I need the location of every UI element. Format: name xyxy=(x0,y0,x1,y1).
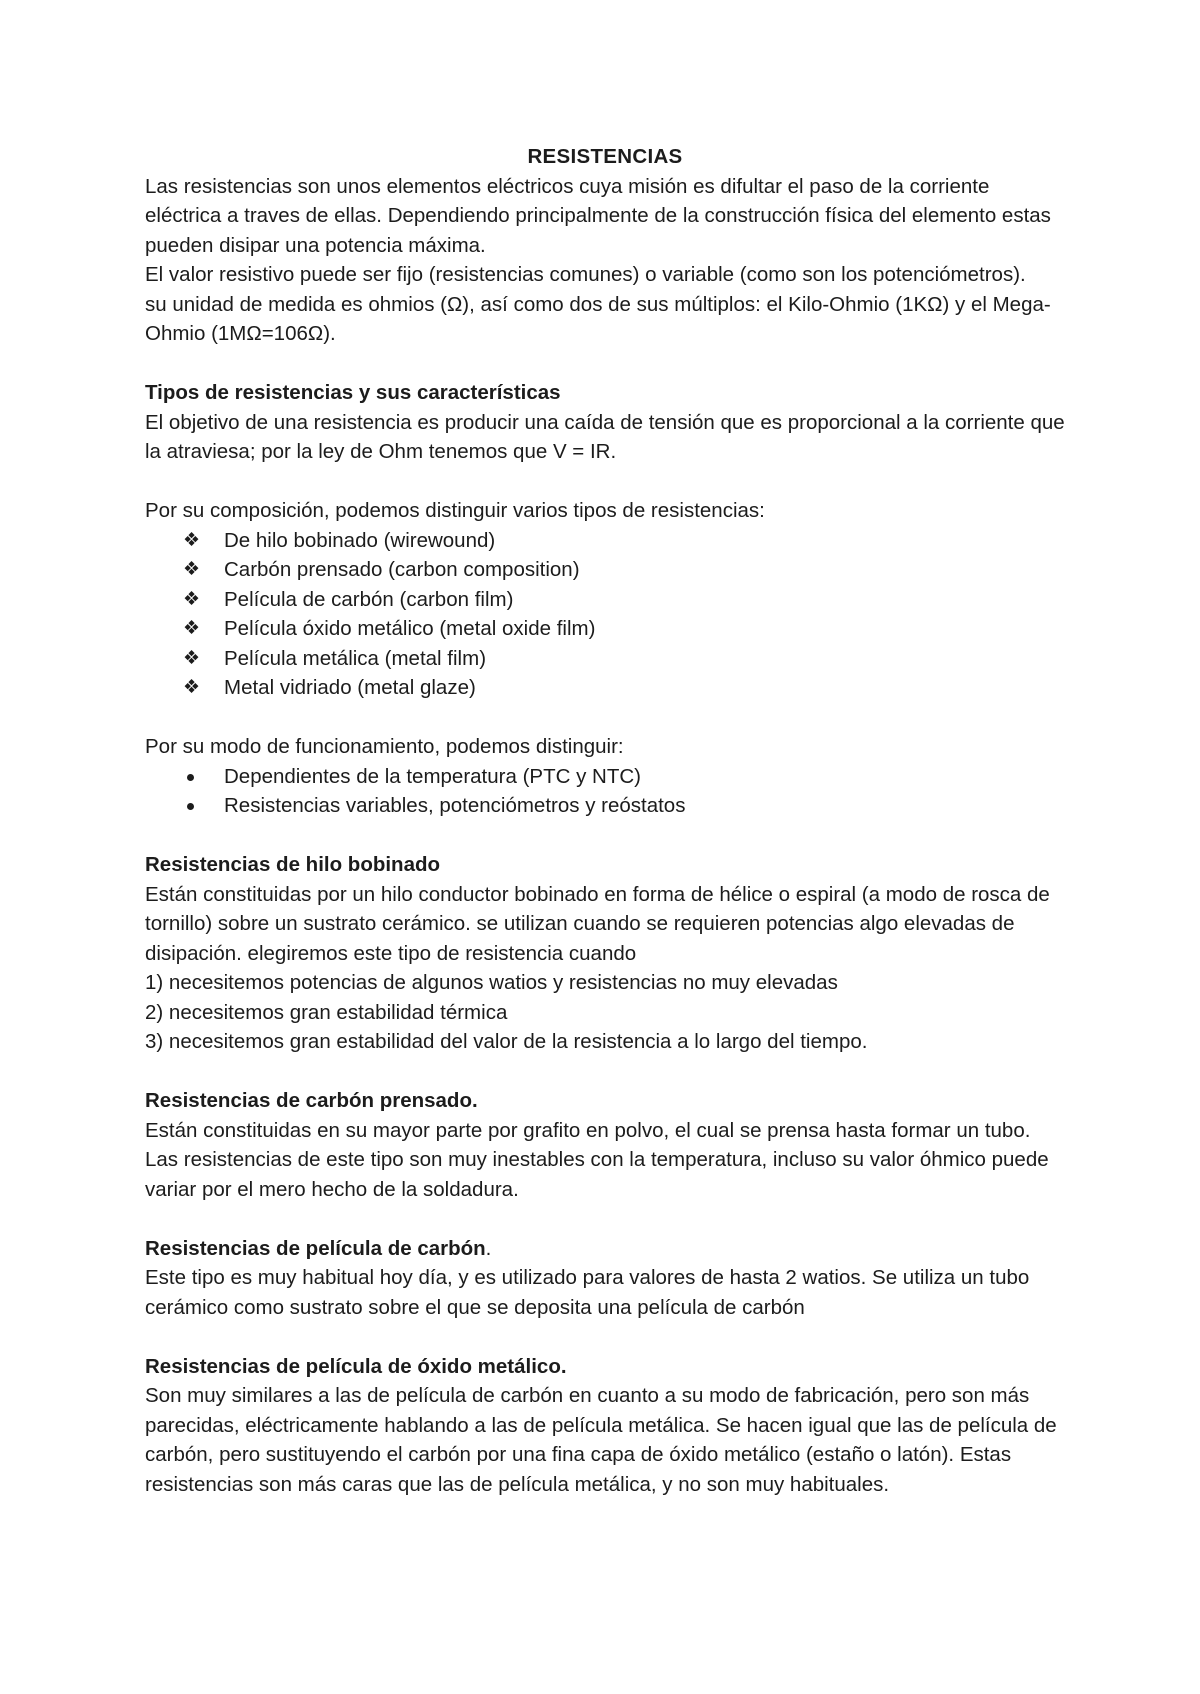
diamond-bullet-icon: ❖ xyxy=(183,618,201,639)
intro-paragraph-1: Las resistencias son unos elementos eléctricos cuya misión es difultar el paso de la corriente eléctrica a traves de ellas. Dependiendo principalmente de la construcción física del elemento estas pueden disipar una potencia máxima. xyxy=(145,174,1051,257)
list-item: ❖ Película de carbón (carbon film) xyxy=(145,585,1065,615)
list-item: ❖ Metal vidriado (metal glaze) xyxy=(145,673,1065,703)
section-heading-tipos: Tipos de resistencias y sus características xyxy=(145,381,561,404)
oxido-metalico-paragraph: Son muy similares a las de película de carbón en cuanto a su modo de fabricación, pero son más parecidas, eléctricamente hablando a las de película metálica. Se hacen igual que las de película de carbón, pero sustituyendo el carbón por una fina capa de óxido metálico (estaño o latón). Estas resistencias son más caras que las de película metálica, y no son muy habituales. xyxy=(145,1384,1057,1496)
modo-intro: Por su modo de funcionamiento, podemos distinguir: xyxy=(145,735,624,758)
composicion-list xyxy=(145,526,1065,703)
spacer xyxy=(145,467,1065,497)
list-item: ❖ Película óxido metálico (metal oxide film) xyxy=(145,614,1065,644)
composicion-intro: Por su composición, podemos distinguir varios tipos de resistencias: xyxy=(145,499,765,522)
section-heading-carbon-prensado: Resistencias de carbón prensado. xyxy=(145,1089,478,1112)
page-title: RESISTENCIAS xyxy=(527,145,683,168)
modo-list xyxy=(145,762,1065,821)
spacer xyxy=(145,349,1065,379)
spacer xyxy=(145,821,1065,851)
diamond-bullet-icon: ❖ xyxy=(183,647,201,669)
list-item: ❖ Carbón prensado (carbon composition) xyxy=(145,555,1065,585)
carbon-prensado-paragraph: Están constituidas en su mayor parte por grafito en polvo, el cual se prensa hasta formar un tubo. Las resistencias de este tipo son muy inestables con la temperatura, incluso su valor óhmico puede variar por el mero hecho de la soldadura. xyxy=(145,1118,1049,1201)
tipos-paragraph: El objetivo de una resistencia es producir una caída de tensión que es proporcional a la corriente que la atraviesa; por la ley de Ohm tenemos que V = IR. xyxy=(145,410,1065,463)
round-bullet-icon xyxy=(187,803,194,810)
spacer xyxy=(145,1057,1065,1087)
list-item: ❖ Película metálica (metal film) xyxy=(145,644,1065,674)
hilo-item-3: 3) necesitemos gran estabilidad del valor de la resistencia a lo largo del tiempo. xyxy=(145,1030,868,1053)
spacer xyxy=(145,1322,1065,1352)
hilo-item-1: 1) necesitemos potencias de algunos watios y resistencias no muy elevadas xyxy=(145,971,838,994)
section-heading-pelicula-carbon: Resistencias de película de carbón. xyxy=(145,1236,492,1260)
spacer xyxy=(145,703,1065,733)
diamond-bullet-icon: ❖ xyxy=(183,559,201,580)
list-item: ❖ De hilo bobinado (wirewound) xyxy=(145,526,1065,556)
list-item: Dependientes de la temperatura (PTC y NTC) xyxy=(145,762,1065,792)
list-item: Resistencias variables, potenciómetros y reóstatos xyxy=(145,791,1065,821)
hilo-paragraph: Están constituidas por un hilo conductor bobinado en forma de hélice o espiral (a modo de rosca de tornillo) sobre un sustrato cerámico. se utilizan cuando se requieren potencias algo elevadas de disipación. elegiremos este tipo de resistencia cuando xyxy=(145,882,1050,965)
diamond-bullet-icon: ❖ xyxy=(183,677,201,698)
section-heading-hilo: Resistencias de hilo bobinado xyxy=(145,853,441,876)
diamond-bullet-icon: ❖ xyxy=(183,529,201,551)
hilo-item-2: 2) necesitemos gran estabilidad térmica xyxy=(145,1000,508,1024)
intro-paragraph-2: El valor resistivo puede ser fijo (resistencias comunes) o variable (como son los potenciómetros). xyxy=(145,263,1026,286)
spacer xyxy=(145,1204,1065,1234)
pelicula-carbon-paragraph: Este tipo es muy habitual hoy día, y es utilizado para valores de hasta 2 watios. Se utiliza un tubo cerámico como sustrato sobre el que se deposita una película de carbón xyxy=(145,1266,1030,1319)
round-bullet-icon xyxy=(187,774,194,781)
section-heading-oxido-metalico: Resistencias de película de óxido metálico. xyxy=(145,1354,567,1378)
intro-paragraph-3: su unidad de medida es ohmios (Ω), así como dos de sus múltiplos: el Kilo-Ohmio (1KΩ) y el Mega-Ohmio (1MΩ=106Ω). xyxy=(145,292,1051,345)
document-page xyxy=(145,142,1065,1499)
diamond-bullet-icon: ❖ xyxy=(183,588,201,610)
